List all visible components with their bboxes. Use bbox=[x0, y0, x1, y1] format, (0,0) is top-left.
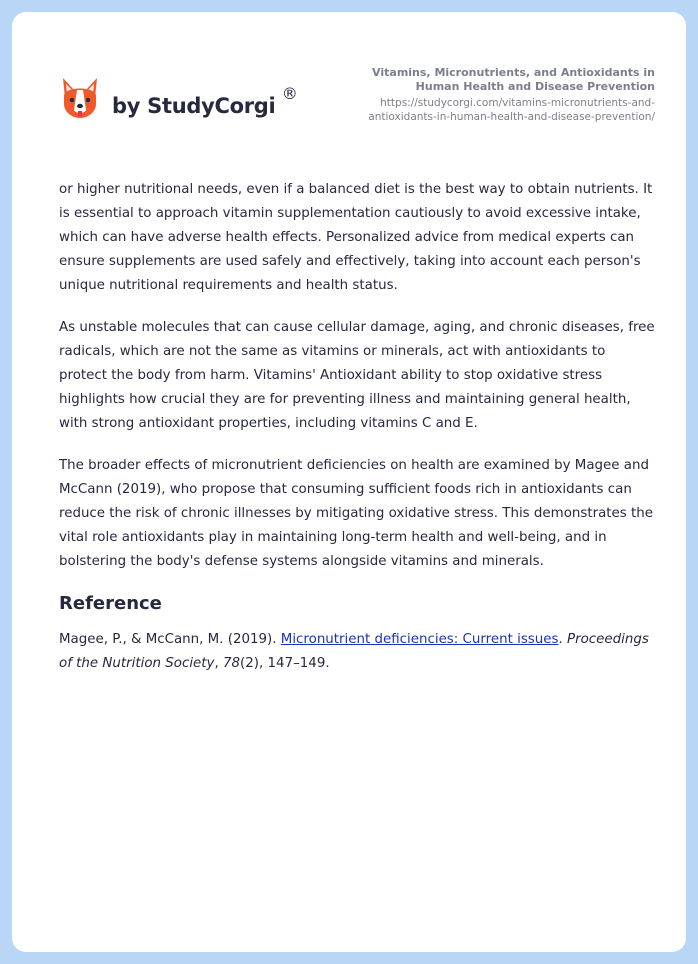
body-paragraph: or higher nutritional needs, even if a balanced diet is the best way to obtain nutrients. It is essential to approach vitamin supplementation cautiously to avoid excessive intake, which can have adverse health effects. Personalized advice from medical experts can ensure supplements are used safely and effectively, taking into account each person's unique nutritional requirements and health status. bbox=[59, 182, 653, 293]
brand-name: by StudyCorgi ® bbox=[112, 84, 298, 118]
reference-volume: 78 bbox=[223, 656, 241, 671]
document-body bbox=[59, 178, 657, 694]
registered-mark: ® bbox=[281, 84, 298, 103]
reference-link[interactable]: Micronutrient deficiencies: Current issues bbox=[280, 632, 559, 647]
body-paragraph: As unstable molecules that can cause cellular damage, aging, and chronic diseases, free radicals, which are not the same as vitamins or minerals, act with antioxidants to protect the body from harm. Vitamins' Antioxidant ability to stop oxidative stress highlights how crucial they are for preventing illness and maintaining general health, with strong antioxidant properties, including vitamins C and E. bbox=[59, 320, 655, 431]
corgi-icon bbox=[60, 76, 100, 120]
document-url[interactable]: https://studycorgi.com/vitamins-micronutrients-and-antioxidants-in-human-health-and-disease-prevention/ bbox=[368, 97, 655, 123]
reference-journal: Proceedings of the Nutrition Society bbox=[59, 632, 649, 671]
reference-entry: Magee, P., & McCann, M. (2019). Micronutrient deficiencies: Current issues. Proceedings of the Nutrition Society, 78(2), 147–149. bbox=[59, 632, 649, 671]
reference-issue-pages: (2), 147–149. bbox=[240, 656, 330, 671]
reference-authors: Magee, P., & McCann, M. (2019). bbox=[59, 632, 281, 647]
document-page bbox=[12, 12, 686, 952]
document-meta bbox=[325, 66, 655, 124]
body-paragraph: The broader effects of micronutrient deficiencies on health are examined by Magee and McCann (2019), who propose that consuming sufficient foods rich in antioxidants can reduce the risk of chronic illnesses by mitigating oxidative stress. This demonstrates the vital role antioxidants play in maintaining long-term health and well-being, and in bolstering the body's defense systems alongside vitamins and minerals. bbox=[59, 458, 654, 569]
studycorgi-logo[interactable] bbox=[60, 76, 297, 120]
document-title: Vitamins, Micronutrients, and Antioxidants in Human Health and Disease Prevention bbox=[372, 66, 655, 93]
reference-heading: Reference bbox=[59, 593, 162, 614]
